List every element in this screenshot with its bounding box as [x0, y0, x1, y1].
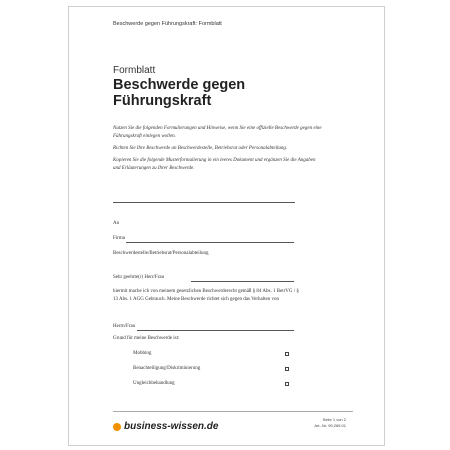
label-stelle: Beschwerdestelle/Betriebsrat/Personalabteilung — [113, 251, 209, 256]
checkbox[interactable] — [285, 382, 289, 386]
label-grund: Grund für meine Beschwerde ist: — [113, 336, 180, 341]
option-label: Mobbing — [133, 351, 152, 356]
header-topline: Beschwerde gegen Führungskraft: Formblatt — [113, 21, 222, 27]
checkbox[interactable] — [285, 352, 289, 356]
body-text: hiermit mache ich von meinem gesetzlichen Beschwerderecht gemäß § 84 Abs. 1 BetrVG / § 13 Abs. 1 AGG Gebrauch. Meine Beschwerde richtet sich gegen das Verhalten von — [113, 289, 299, 302]
label-anrede: Sehr geehrte(r) Herr/Frau — [113, 275, 165, 280]
firma-line[interactable] — [126, 242, 294, 243]
doc-title: Beschwerde gegen Führungskraft — [113, 77, 246, 109]
label-herrfrau: Herrn/Frau — [113, 324, 136, 329]
footer-divider — [113, 411, 353, 412]
page-info — [314, 417, 346, 429]
document-page — [68, 6, 385, 446]
doc-subtitle: Formblatt — [113, 65, 156, 76]
footer-logo — [113, 421, 218, 432]
intro-paragraph: Richten Sie Ihre Beschwerde an Beschwerdestelle, Betriebsrat oder Personalabteilung. — [113, 146, 288, 151]
label-firma: Firma — [113, 236, 125, 241]
article-number: Art.-Nr. 99.265.01 — [314, 423, 346, 428]
checkbox[interactable] — [285, 367, 289, 371]
intro-text — [113, 125, 323, 177]
option-label: Benachteiligung/Diskriminierung — [133, 366, 201, 371]
page-number: Seite 1 von 2 — [322, 417, 346, 422]
intro-paragraph: Nutzen Sie die folgenden Formulierungen und Hinweise, wenn Sie eine offizielle Beschwerde gegen eine Führungskraft einlegen wollen. — [113, 126, 322, 139]
logo-text: business-wissen.de — [124, 421, 219, 432]
logo-dot-icon — [113, 423, 121, 431]
herrfrau-line[interactable] — [137, 330, 294, 331]
divider — [113, 202, 295, 203]
option-label: Ungleichbehandlung — [133, 381, 175, 386]
intro-paragraph: Kopieren Sie die folgende Musterformulierung in ein leeres Dokument und ergänzen Sie die Angaben und Erläuterungen zu Ihrer Beschwerde. — [113, 158, 316, 171]
anrede-line[interactable] — [191, 281, 294, 282]
label-an: An — [113, 221, 120, 226]
